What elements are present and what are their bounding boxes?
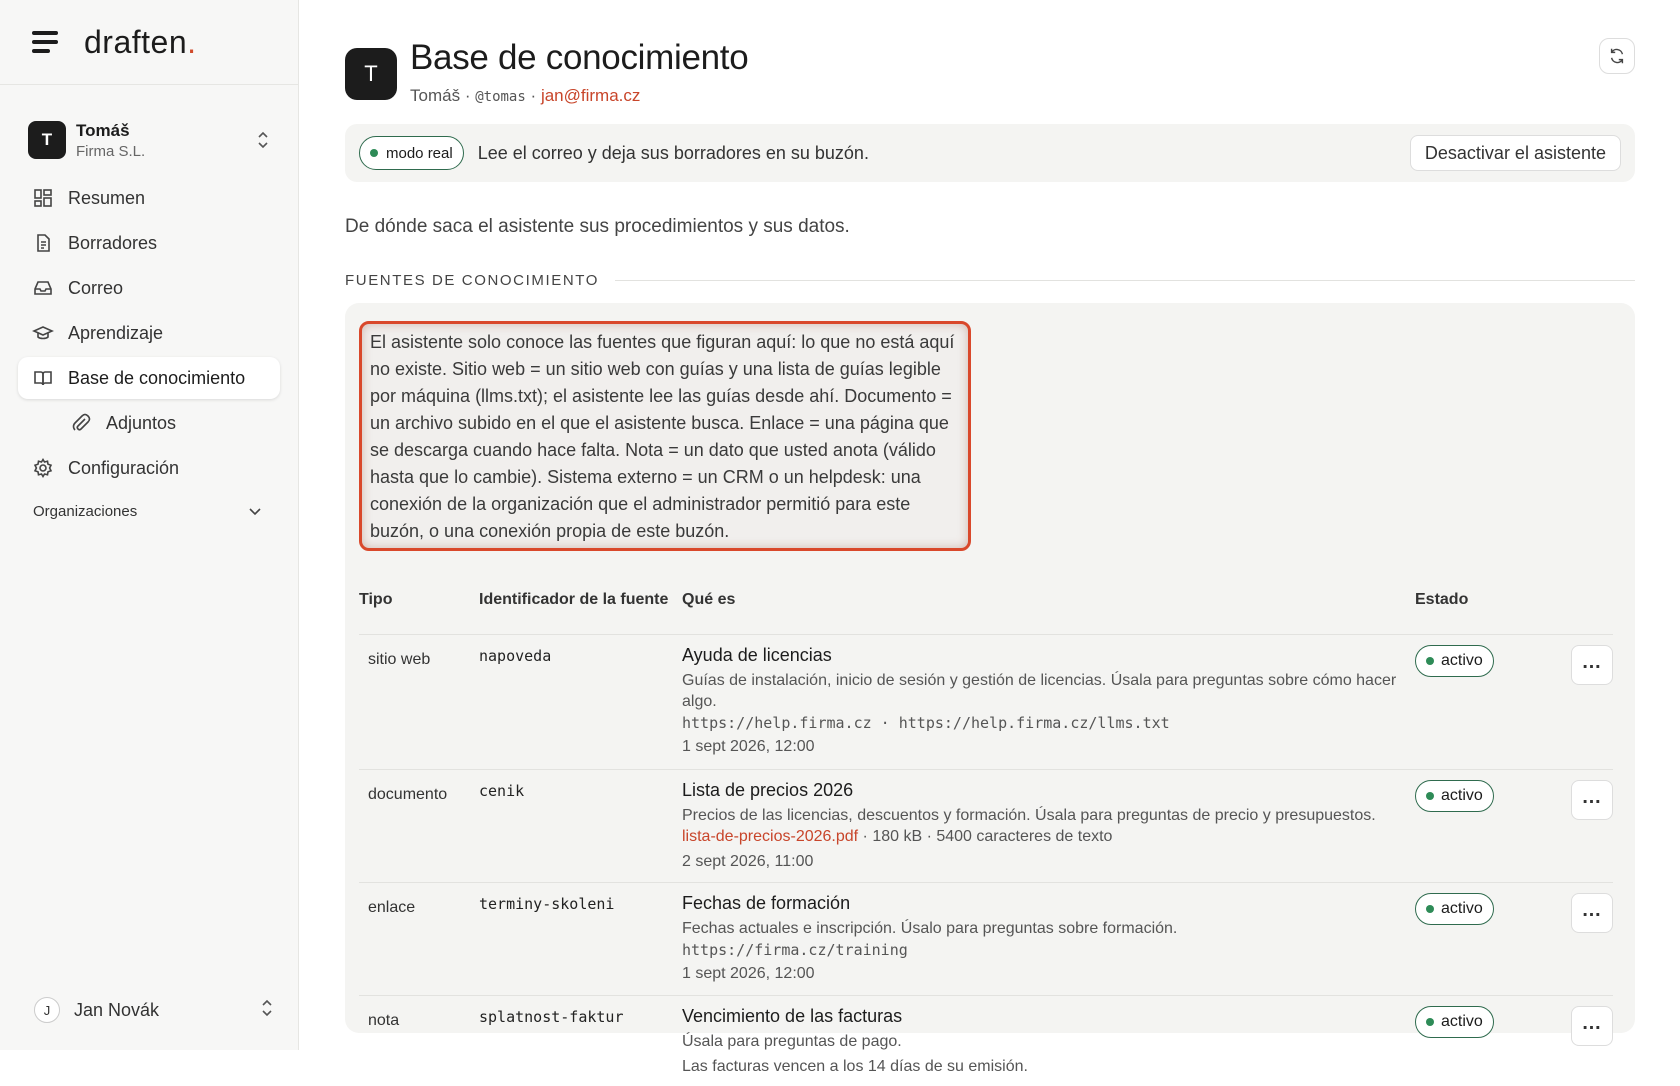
more-actions-button[interactable]: …: [1571, 893, 1613, 933]
org-company: Firma S.L.: [76, 142, 146, 160]
source-title: Ayuda de licencias: [682, 645, 832, 665]
dashboard-icon: [32, 187, 54, 209]
deactivate-assistant-button[interactable]: Desactivar el asistente: [1410, 135, 1621, 171]
menu-icon[interactable]: [32, 31, 60, 53]
chevron-down-icon: [248, 503, 262, 520]
source-title: Lista de precios 2026: [682, 780, 854, 800]
column-header-what: Qué es: [682, 590, 736, 608]
status-badge: activo: [1415, 780, 1494, 812]
source-id: terminy-skoleni: [479, 895, 615, 913]
column-header-state: Estado: [1415, 590, 1469, 608]
status-dot-icon: [370, 149, 378, 157]
status-badge: activo: [1415, 645, 1494, 677]
source-date: 2 sept 2026, 11:00: [682, 853, 814, 870]
org-switcher[interactable]: [0, 115, 298, 165]
knowledge-sources-panel: [345, 303, 1635, 1075]
source-type: sitio web: [368, 651, 431, 668]
separator: ·: [464, 86, 471, 105]
source-note-content: Las facturas vencen a los 14 días de su emisión.: [682, 1058, 1028, 1075]
chevron-updown-icon: [256, 130, 270, 150]
sidebar: [0, 0, 299, 1050]
source-type: enlace: [368, 899, 416, 916]
sources-table: [359, 565, 1613, 1086]
page-title: Base de conocimiento: [410, 38, 749, 77]
sidebar-item-label: Resumen: [68, 187, 146, 208]
status-badge: activo: [1415, 893, 1494, 925]
table-row[interactable]: [359, 883, 1613, 996]
section-header: [345, 272, 1635, 289]
sidebar-nav: [0, 177, 298, 489]
source-urls: https://help.firma.cz · https://help.firma.cz/llms.txt: [682, 714, 1170, 732]
page-subtitle: [410, 86, 748, 106]
status-dot-icon: [1426, 905, 1434, 913]
sidebar-item-label: Adjuntos: [106, 412, 177, 433]
more-actions-button[interactable]: …: [1571, 780, 1613, 820]
separator: ·: [530, 86, 537, 105]
source-description: Fechas actuales e inscripción. Úsalo para preguntas sobre formación.: [682, 920, 1178, 937]
sidebar-item-label: Correo: [68, 277, 124, 298]
page-intro: De dónde saca el asistente sus procedimientos y sus datos.: [345, 216, 850, 237]
sidebar-item-label: Base de conocimiento: [68, 367, 246, 388]
user-menu[interactable]: [34, 990, 274, 1030]
status-dot-icon: [1426, 657, 1434, 665]
file-info: · 180 kB · 5400 caracteres de texto: [858, 828, 1113, 845]
book-icon: [32, 367, 54, 389]
org-avatar: T: [28, 121, 66, 159]
table-header: [359, 565, 1613, 635]
source-date: 1 sept 2026, 12:00: [682, 738, 815, 755]
section-label: FUENTES DE CONOCIMIENTO: [345, 272, 600, 289]
graduation-cap-icon: [32, 322, 54, 344]
source-id: splatnost-faktur: [479, 1008, 624, 1026]
main-content: [345, 0, 1635, 1075]
banner-text: Lee el correo y deja sus borradores en su buzón.: [477, 142, 869, 163]
more-actions-button[interactable]: …: [1571, 1006, 1613, 1046]
sidebar-item-label: Borradores: [68, 232, 158, 253]
mailbox-avatar: T: [345, 48, 397, 100]
paperclip-icon: [70, 412, 92, 434]
file-link[interactable]: lista-de-precios-2026.pdf: [682, 828, 859, 845]
sidebar-item-aprendizaje[interactable]: [18, 312, 280, 354]
sidebar-item-label: Configuración: [68, 457, 180, 478]
user-avatar: J: [34, 997, 60, 1023]
sidebar-item-borradores[interactable]: [18, 222, 280, 264]
more-actions-button[interactable]: …: [1571, 645, 1613, 685]
chevron-updown-icon: [260, 998, 274, 1023]
source-description: Precios de las licencias, descuentos y formación. Úsala para preguntas de precio y presupuestos.: [682, 807, 1376, 824]
source-title: Fechas de formación: [682, 893, 851, 913]
divider: [615, 280, 1635, 281]
page-header: [345, 38, 1635, 106]
mailbox-name: Tomáš: [410, 86, 461, 105]
status-dot-icon: [1426, 1018, 1434, 1026]
inbox-icon: [32, 277, 54, 299]
sidebar-item-label: Aprendizaje: [68, 322, 164, 343]
sidebar-item-adjuntos[interactable]: [18, 402, 280, 444]
assistant-status-banner: [345, 124, 1635, 182]
sidebar-item-configuracion[interactable]: [18, 447, 280, 489]
source-description: Guías de instalación, inicio de sesión y gestión de licencias. Úsala para preguntas sobre cómo hacer algo.: [682, 672, 1397, 710]
source-urls: https://firma.cz/training: [682, 941, 908, 959]
source-type: documento: [368, 786, 448, 803]
mailbox-email[interactable]: jan@firma.cz: [540, 86, 641, 105]
sidebar-item-resumen[interactable]: [18, 177, 280, 219]
table-row[interactable]: [359, 770, 1613, 883]
source-id: cenik: [479, 782, 525, 800]
sources-explanation: El asistente solo conoce las fuentes que figuran aquí: lo que no está aquí no existe. Sitio web = un sitio web con guías y una lista de guías legible por máquina (llms.txt); el asistente lee las guías desde ahí. Documento = un archivo subido en el que el asistente busca. Enlace = una página que se descarga cuando hace falta. Nota = un dato que usted anota (válido hasta que lo cambie). Sistema externo = un CRM o un helpdesk: una conexión de la organización que el administrador permitió para este buzón, o una conexión propia de este buzón.: [359, 321, 971, 551]
logo[interactable]: draften.: [84, 23, 197, 60]
sidebar-item-base-de-conocimiento[interactable]: [18, 357, 280, 399]
user-name: Jan Novák: [74, 999, 160, 1020]
table-row[interactable]: [359, 635, 1613, 770]
mode-badge: modo real: [359, 136, 464, 170]
table-row[interactable]: [359, 996, 1613, 1086]
refresh-icon: [1608, 47, 1626, 65]
source-date: 1 sept 2026, 12:00: [682, 965, 815, 982]
mailbox-handle: @tomas: [475, 89, 526, 105]
org-name: Tomáš: [76, 120, 130, 140]
source-description: Úsala para preguntas de pago.: [682, 1033, 902, 1050]
organizations-label: Organizaciones: [33, 503, 138, 520]
gear-icon: [32, 457, 54, 479]
source-file: [682, 826, 1415, 847]
status-badge: activo: [1415, 1006, 1494, 1038]
column-header-type: Tipo: [359, 590, 393, 608]
brand-bar: [0, 0, 298, 85]
status-dot-icon: [1426, 792, 1434, 800]
column-header-id: Identificador de la fuente: [479, 590, 669, 608]
sidebar-item-correo[interactable]: [18, 267, 280, 309]
source-type: nota: [368, 1012, 400, 1029]
source-id: napoveda: [479, 647, 552, 665]
source-title: Vencimiento de las facturas: [682, 1006, 903, 1026]
refresh-button[interactable]: [1599, 38, 1635, 74]
document-icon: [32, 232, 54, 254]
organizations-toggle[interactable]: [0, 503, 298, 520]
